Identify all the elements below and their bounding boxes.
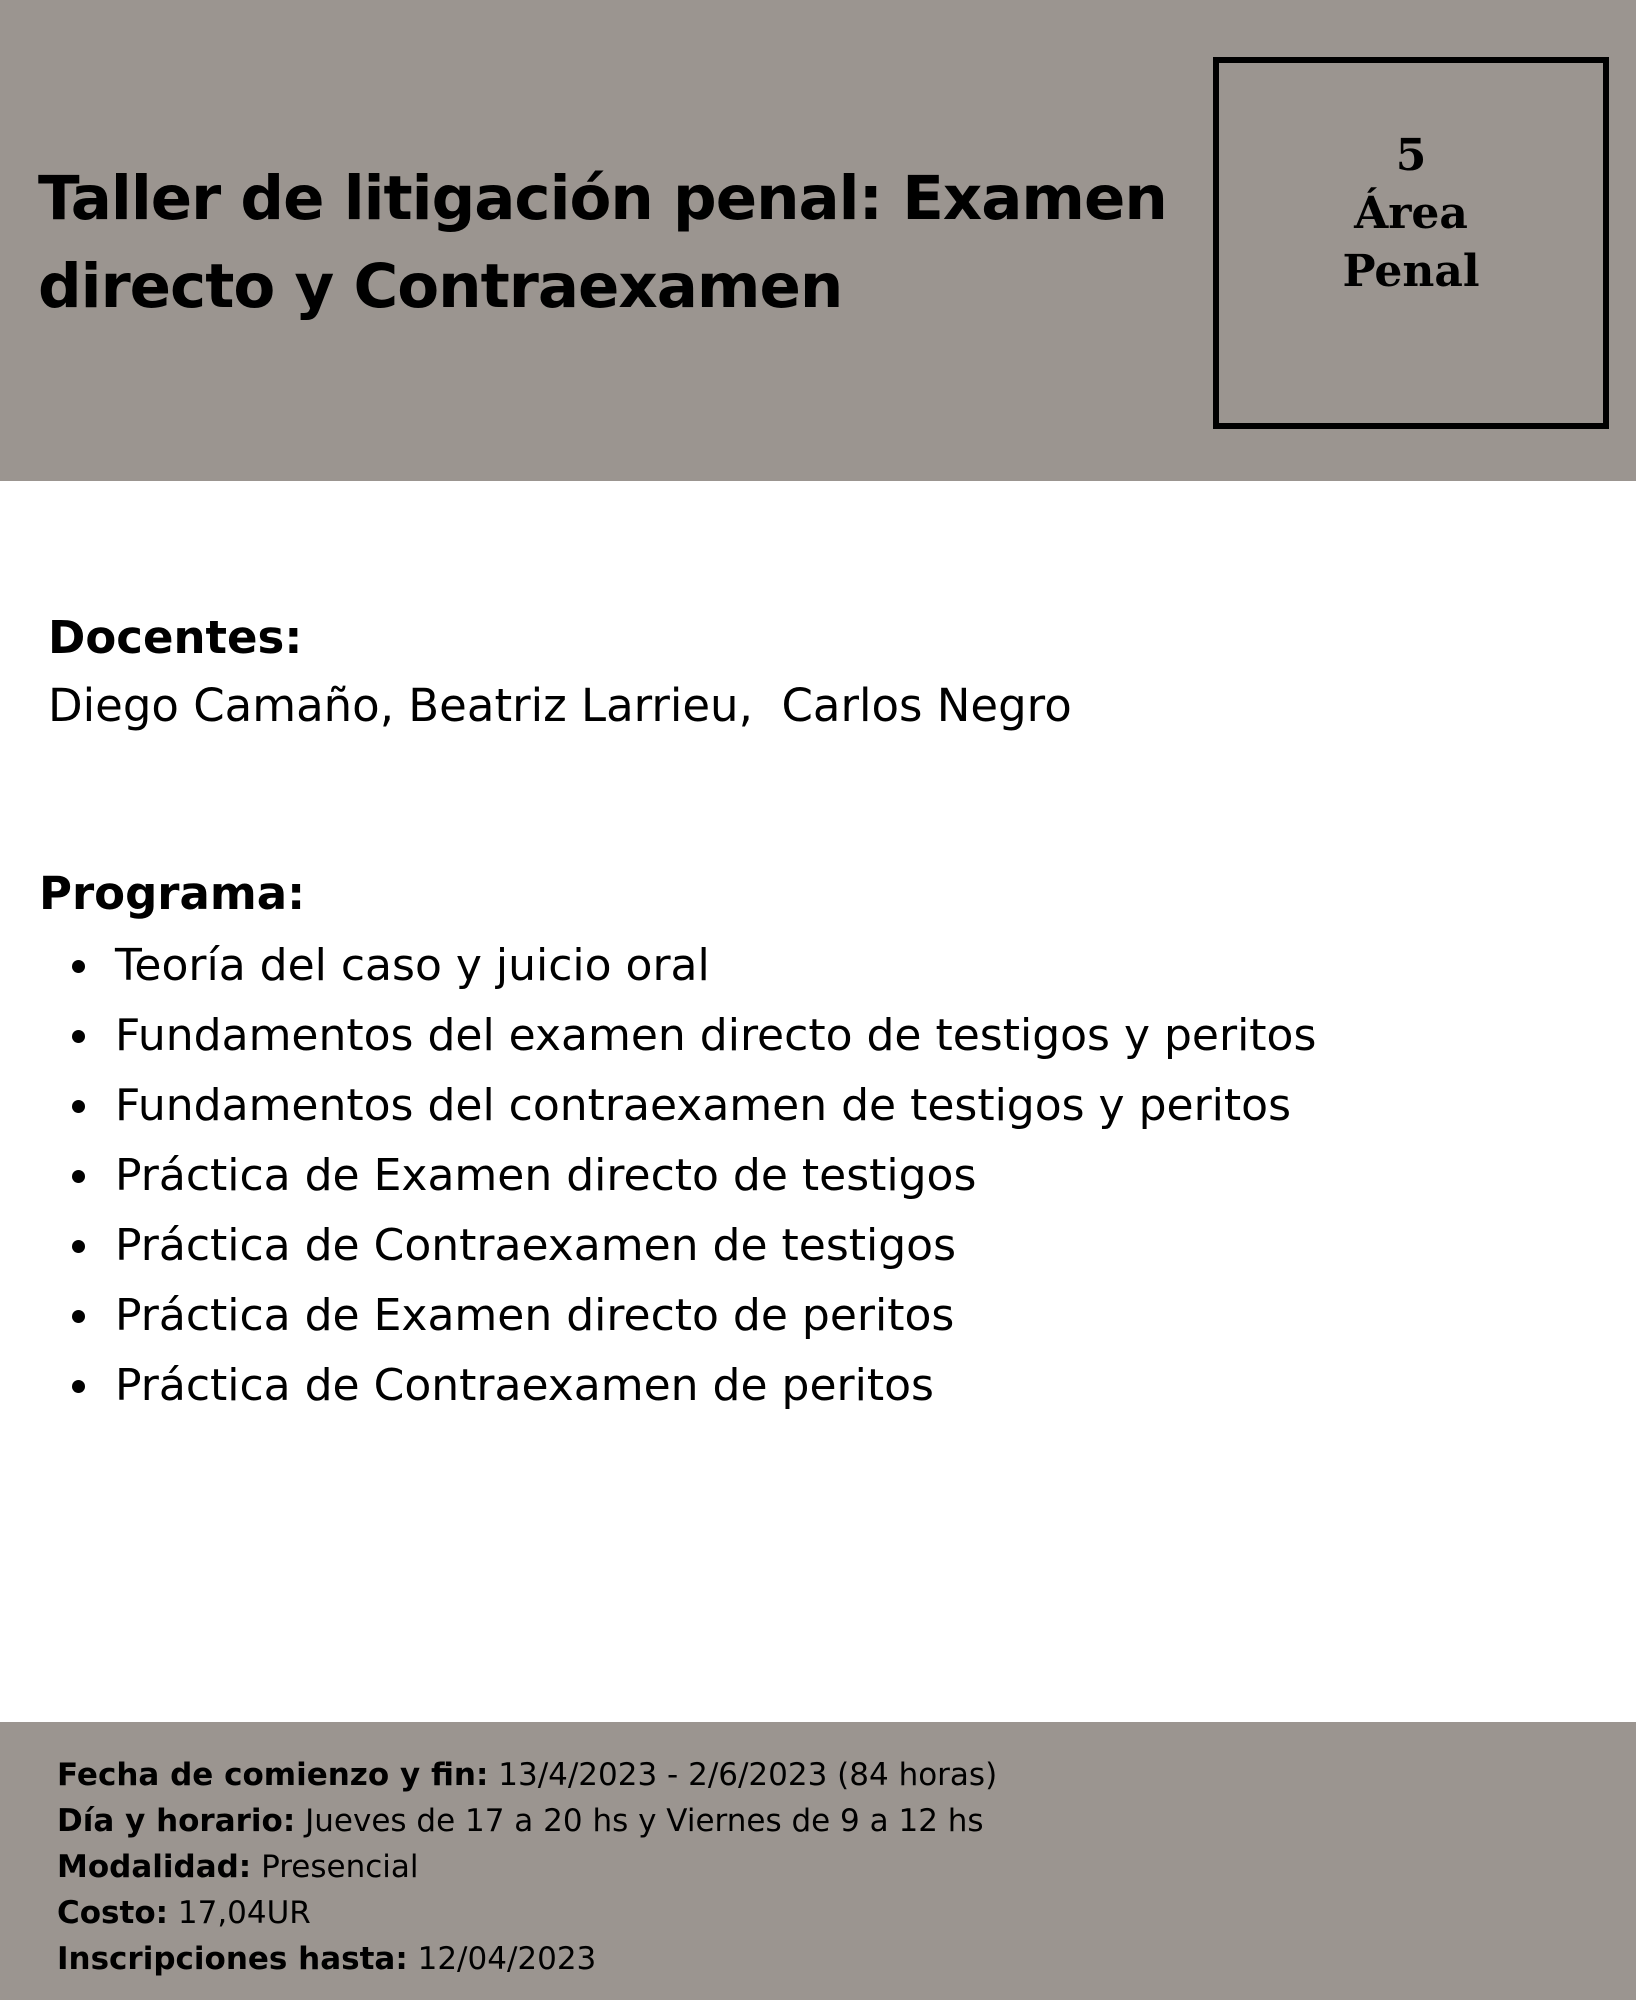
program-item — [70, 1351, 1316, 1421]
program-item — [70, 931, 1316, 1001]
cost-label: Costo: — [57, 1895, 169, 1931]
program-item-text: Práctica de Examen directo de peritos — [115, 1290, 955, 1341]
program-item — [70, 1141, 1316, 1211]
teachers-heading: Docentes: — [48, 611, 303, 664]
title-line-2: directo y Contraexamen — [38, 251, 843, 322]
dates-label: Fecha de comienzo y fin: — [57, 1757, 489, 1793]
program-heading: Programa: — [39, 867, 306, 920]
badge-line-1: Área — [1354, 188, 1468, 239]
dates-value: 13/4/2023 - 2/6/2023 (84 horas) — [488, 1757, 998, 1793]
program-item-text: Fundamentos del examen directo de testigos y peritos — [115, 1010, 1317, 1061]
schedule-row — [57, 1798, 997, 1844]
schedule-label: Día y horario: — [57, 1803, 296, 1839]
teachers-names: Diego Camaño, Beatriz Larrieu, Carlos Negro — [48, 679, 1072, 732]
modality-row — [57, 1844, 997, 1890]
registration-value: 12/04/2023 — [407, 1941, 597, 1977]
header-banner — [0, 0, 1636, 481]
program-item — [70, 1211, 1316, 1281]
modality-label: Modalidad: — [57, 1849, 252, 1885]
area-badge — [1213, 57, 1609, 429]
registration-row — [57, 1936, 997, 1982]
registration-label: Inscripciones hasta: — [57, 1941, 408, 1977]
program-item-text: Teoría del caso y juicio oral — [115, 940, 710, 991]
program-item-text: Práctica de Examen directo de testigos — [115, 1150, 977, 1201]
bullet-icon — [72, 1240, 85, 1253]
details-footer — [0, 1722, 1636, 2000]
title-line-1: Taller de litigación penal: Examen — [38, 163, 1167, 234]
bullet-icon — [72, 1380, 85, 1393]
details-list — [57, 1752, 997, 1982]
program-list — [70, 931, 1316, 1421]
cost-row — [57, 1890, 997, 1936]
bullet-icon — [72, 1310, 85, 1323]
program-item-text: Práctica de Contraexamen de peritos — [115, 1360, 934, 1411]
program-item — [70, 1071, 1316, 1141]
modality-value: Presencial — [251, 1849, 419, 1885]
dates-row — [57, 1752, 997, 1798]
bullet-icon — [72, 1170, 85, 1183]
program-item-text: Fundamentos del contraexamen de testigos y peritos — [115, 1080, 1291, 1131]
cost-value: 17,04UR — [168, 1895, 311, 1931]
schedule-value: Jueves de 17 a 20 hs y Viernes de 9 a 12 hs — [295, 1803, 984, 1839]
program-item — [70, 1281, 1316, 1351]
badge-line-2: Penal — [1342, 246, 1480, 297]
badge-number: 5 — [1395, 130, 1427, 181]
bullet-icon — [72, 960, 85, 973]
page-title — [38, 155, 1188, 331]
bullet-icon — [72, 1030, 85, 1043]
program-item — [70, 1001, 1316, 1071]
program-item-text: Práctica de Contraexamen de testigos — [115, 1220, 957, 1271]
bullet-icon — [72, 1100, 85, 1113]
